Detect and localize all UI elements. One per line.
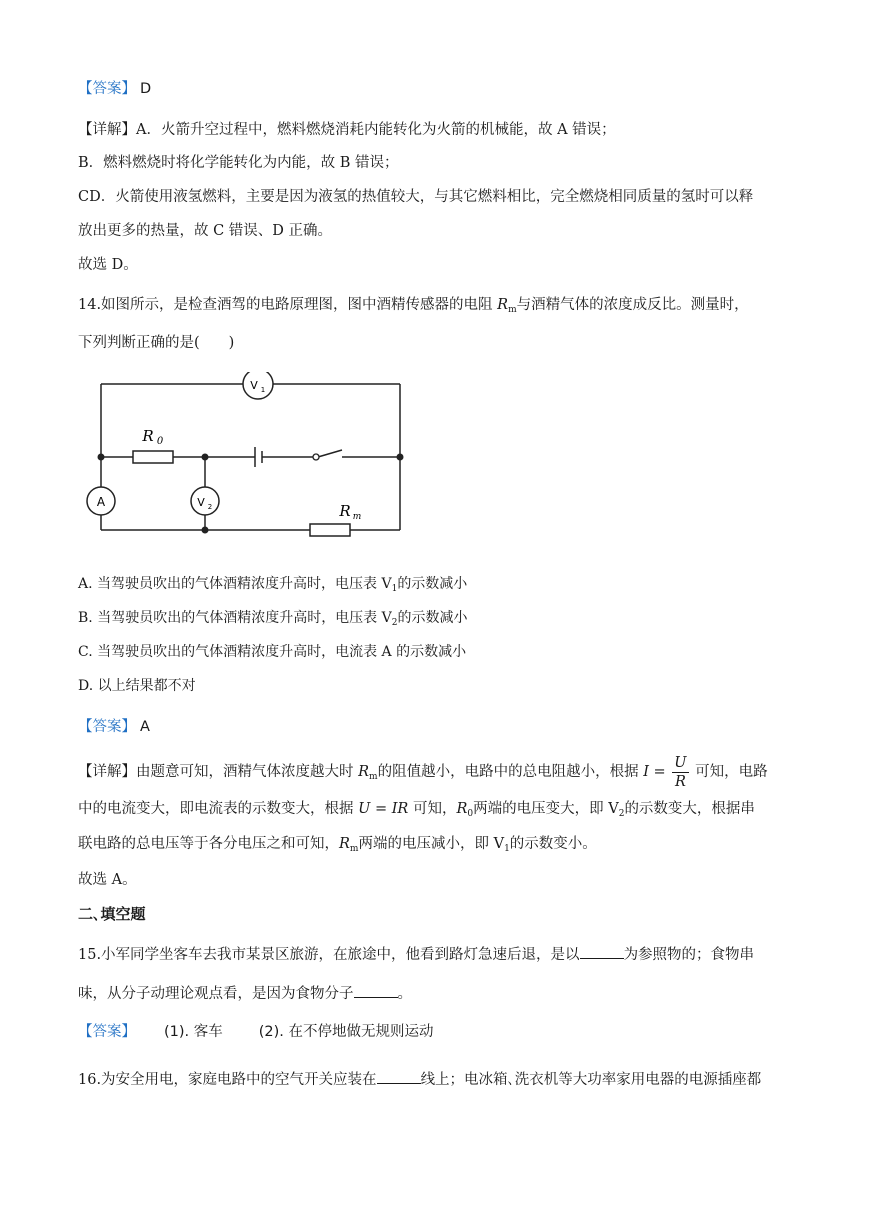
q14-option-d: D. 以上结果都不对 xyxy=(78,678,196,694)
answer-tag: 【答案】 xyxy=(78,719,136,735)
question-text: 16.为安全用电，家庭电路中的空气开关应装在 xyxy=(78,1072,377,1088)
question-text: 为参照物的；食物串 xyxy=(623,947,755,963)
switch-contact xyxy=(313,454,319,460)
rm-subscript: m xyxy=(349,844,359,854)
switch-blade xyxy=(318,450,342,457)
detail-text: 可知， xyxy=(408,801,457,817)
detail-text: 的阻值越小，电路中的总电阻越小，根据 xyxy=(377,764,644,780)
v2-meter xyxy=(191,487,219,515)
answer-tag: 【答案】 xyxy=(78,1024,136,1040)
v1-meter xyxy=(243,372,273,399)
option-subscript: 2 xyxy=(391,618,398,628)
r0-symbol: R xyxy=(456,801,468,817)
detail-tag: 【详解】 xyxy=(78,764,136,780)
answer-value: A xyxy=(140,719,150,735)
detail-text: 中的电流变大，即电流表的示数变大，根据 xyxy=(78,801,359,817)
fraction-denominator: R xyxy=(674,773,686,790)
answer-blank xyxy=(377,1069,421,1084)
detail-tag: 【详解】 xyxy=(78,122,136,138)
q14-detail-line2 xyxy=(78,799,755,824)
rm-symbol: R xyxy=(358,764,370,780)
answer-2: (2). 在不停地做无规则运动 xyxy=(258,1024,434,1040)
question-text: 。 xyxy=(397,986,412,1002)
detail-text: A．火箭升空过程中，燃料燃烧消耗内能转化为火箭的机械能，故 A 错误； xyxy=(136,122,616,138)
q14-detail-line3 xyxy=(78,834,597,859)
q16-line1 xyxy=(78,1069,761,1090)
detail-text: 两端的电压减小，即 V xyxy=(358,836,505,852)
q14-stem-line2: 下列判断正确的是( ) xyxy=(78,335,235,351)
fraction-numerator: U xyxy=(674,754,687,771)
q15-line2 xyxy=(78,983,412,1004)
rm-subscript: m xyxy=(369,772,378,782)
q14-option-b xyxy=(78,608,467,633)
v2-label: V xyxy=(197,496,205,509)
v1-subscript: 1 xyxy=(504,844,510,854)
circuit-diagram xyxy=(80,372,410,542)
q14-option-a xyxy=(78,574,467,599)
rm-subscript: m xyxy=(352,512,362,522)
answer-blank xyxy=(354,983,398,998)
question-text: 线上；电冰箱､洗衣机等大功率家用电器的电源插座都 xyxy=(420,1072,762,1088)
q14-option-c: C. 当驾驶员吹出的气体酒精浓度升高时，电流表 A 的示数减小 xyxy=(78,644,467,660)
q14-answer xyxy=(78,717,150,737)
v2-subscript: 2 xyxy=(618,809,625,819)
rm-symbol: R xyxy=(339,836,350,852)
q15-line1 xyxy=(78,944,754,965)
rm-label: R xyxy=(339,502,351,520)
node-right xyxy=(397,454,404,461)
detail-text: 联电路的总电压等于各分电压之和可知， xyxy=(78,836,339,852)
node-mid xyxy=(202,454,209,461)
question-text: 味，从分子动理论观点看，是因为食物分子 xyxy=(78,986,354,1002)
answer-value: D xyxy=(140,81,152,97)
stem-text: 14.如图所示，是检查酒驾的电路原理图，图中酒精传感器的电阻 xyxy=(78,297,498,313)
formula-ohm: U = IR xyxy=(358,801,409,817)
answer-1: (1). 客车 xyxy=(164,1024,223,1040)
q13-choose: 故选 D。 xyxy=(78,257,138,273)
r0-subscript: 0 xyxy=(467,809,474,819)
rm-symbol: R xyxy=(497,297,509,313)
q13-detail-line1 xyxy=(78,120,616,140)
v1-subscript: 1 xyxy=(260,386,266,394)
detail-text: 的示数变小。 xyxy=(509,836,597,852)
v1-label: V xyxy=(250,379,258,392)
question-text: 15.小军同学坐客车去我市某景区旅游，在旅途中，他看到路灯急速后退，是以 xyxy=(78,947,580,963)
q14-stem-line1 xyxy=(78,295,749,320)
q13-detail-line4: 放出更多的热量，故 C 错误、D 正确。 xyxy=(78,223,333,239)
q13-detail-line2: B．燃料燃烧时将化学能转化为内能，故 B 错误； xyxy=(78,155,399,171)
option-subscript: 1 xyxy=(391,584,398,594)
detail-text: 由题意可知，酒精气体浓度越大时 xyxy=(136,764,359,780)
rm-resistor xyxy=(310,524,350,536)
section-heading: 二､填空题 xyxy=(78,905,146,923)
stem-text: 与酒精气体的浓度成反比。测量时， xyxy=(516,297,749,313)
node-bottom xyxy=(202,527,209,534)
rm-subscript: m xyxy=(508,305,517,315)
r0-subscript: 0 xyxy=(156,436,164,447)
option-text: 的示数减小 xyxy=(397,576,468,592)
q14-choose: 故选 A。 xyxy=(78,872,137,888)
answer-blank xyxy=(580,944,624,959)
r0-resistor xyxy=(133,451,173,463)
q13-detail-line3: CD．火箭使用液氢燃料，主要是因为液氢的热值较大，与其它燃料相比，完全燃烧相同质量的氢时可以释 xyxy=(78,189,754,205)
ammeter-label: A xyxy=(96,495,106,509)
r0-label: R xyxy=(142,427,154,445)
detail-text: 两端的电压变大，即 V xyxy=(473,801,619,817)
formula-eq: = xyxy=(648,764,671,780)
detail-text: 的示数变大，根据串 xyxy=(624,801,755,817)
option-text: B. 当驾驶员吹出的气体酒精浓度升高时，电压表 V xyxy=(78,610,392,626)
option-text: A. 当驾驶员吹出的气体酒精浓度升高时，电压表 V xyxy=(78,576,392,592)
q13-answer xyxy=(78,79,151,99)
v2-subscript: 2 xyxy=(207,503,213,511)
node-left xyxy=(98,454,105,461)
detail-text: 可知，电路 xyxy=(690,764,768,780)
formula-fraction xyxy=(672,754,688,791)
answer-tag: 【答案】 xyxy=(78,81,136,97)
option-text: 的示数减小 xyxy=(397,610,468,626)
q14-detail-line1 xyxy=(78,752,768,797)
formula-i: I xyxy=(643,764,649,780)
q15-answer xyxy=(78,1022,434,1042)
